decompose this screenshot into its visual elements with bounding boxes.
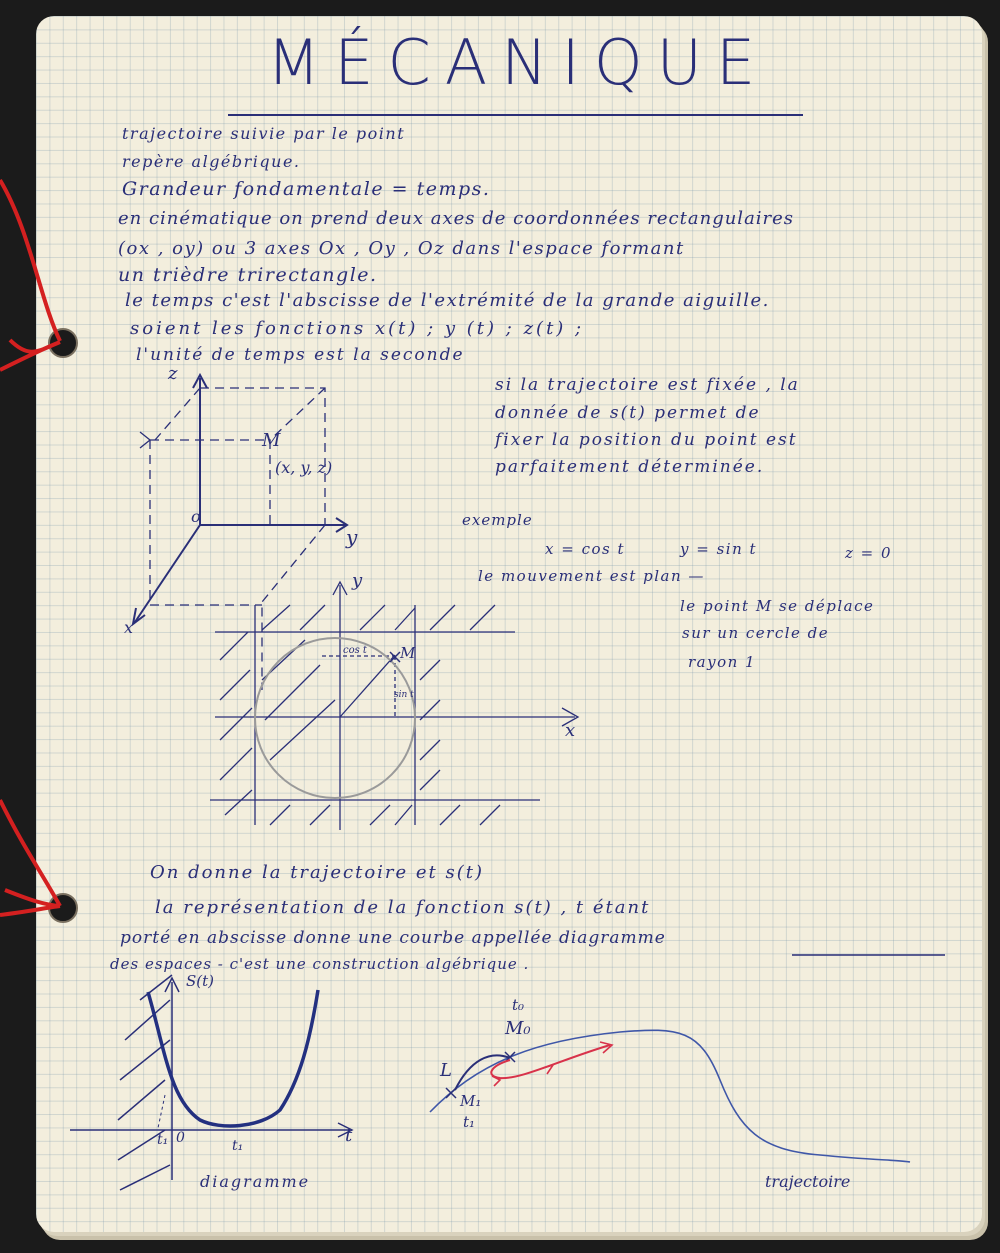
traj-t0-label: t₀ [512, 996, 525, 1014]
page-title: MÉCANIQUE [266, 26, 770, 99]
note-line-2: donnée de s(t) permet de [495, 403, 761, 423]
diagram-t1-label: t₁ [232, 1138, 244, 1154]
example-line-3: sur un cercle de [682, 624, 830, 642]
bottom-line-4: des espaces - c'est une construction algébrique . [110, 955, 530, 973]
example-line-2: le point M se déplace [680, 597, 875, 615]
intro-line-2: repère algébrique. [122, 152, 301, 171]
diagram-s-label: S(t) [186, 972, 215, 990]
note-line-3: fixer la position du point est [495, 430, 798, 450]
y-axis-label: y [346, 525, 358, 549]
circle-point-label: M [400, 644, 416, 662]
intro-line-1: trajectoire suivie par le point [122, 124, 406, 143]
traj-m0-label: M₀ [505, 1018, 531, 1039]
example-eq-x: x = cos t [545, 540, 625, 558]
bottom-line-2: la représentation de la fonction s(t) , t étant [155, 897, 651, 918]
cos-label: cos t [343, 645, 367, 656]
intro-line-3: Grandeur fondamentale = temps. [122, 178, 491, 200]
note-line-4: parfaitement déterminée. [495, 457, 765, 477]
circle-y-label: y [352, 570, 363, 591]
traj-m1-label: M₁ [460, 1092, 482, 1110]
intro-line-8: soient les fonctions x(t) ; y (t) ; z(t) ; [130, 318, 585, 339]
intro-line-6: un trièdre trirectangle. [118, 264, 378, 286]
bottom-line-1: On donne la trajectoire et s(t) [150, 862, 485, 883]
point-coords-label: (x, y, z) [275, 458, 333, 477]
diagram-t-label: t [345, 1125, 353, 1146]
sin-label: sin t [394, 690, 414, 700]
traj-l-label: L [440, 1060, 452, 1081]
diagram-caption: diagramme [200, 1172, 311, 1191]
x-axis-label: x [124, 618, 134, 637]
z-axis-label: z [168, 363, 178, 384]
diagram-t1-left-label: t₁ [157, 1132, 169, 1148]
example-heading: exemple [462, 511, 533, 529]
bottom-line-3: porté en abscisse donne une courbe appellée diagramme [120, 928, 666, 948]
diagram-zero-label: 0 [176, 1130, 185, 1146]
circle-x-label: x [565, 720, 576, 741]
intro-line-4: en cinématique on prend deux axes de coordonnées rectangulaires [118, 208, 795, 229]
example-eq-z: z = 0 [845, 544, 893, 562]
traj-caption: trajectoire [765, 1172, 851, 1191]
origin-label: o [191, 507, 201, 526]
example-eq-y: y = sin t [680, 540, 758, 558]
traj-t1-label: t₁ [463, 1113, 476, 1131]
example-line-4: rayon 1 [688, 653, 757, 671]
intro-line-5: (ox , oy) ou 3 axes Ox , Oy , Oz dans l'espace formant [118, 238, 685, 259]
example-line-1: le mouvement est plan — [478, 567, 705, 585]
point-m-label: M [262, 430, 281, 451]
intro-line-9: l'unité de temps est la seconde [136, 345, 465, 365]
note-line-1: si la trajectoire est fixée , la [495, 375, 800, 395]
intro-line-7: le temps c'est l'abscisse de l'extrémité de la grande aiguille. [125, 290, 770, 311]
